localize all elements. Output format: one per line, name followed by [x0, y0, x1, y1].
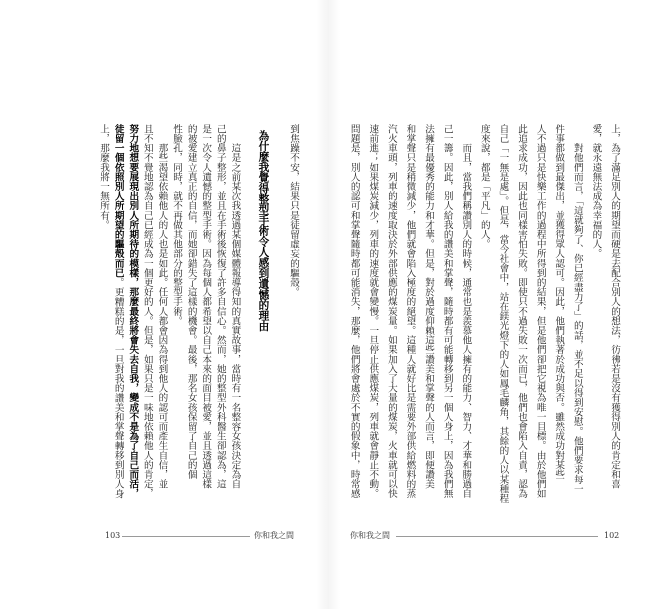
column-spacer: [271, 124, 285, 516]
text-column: 件事都做到最傑出，並獲得眾人認可。因此，他們執著於成功與否。雖然成功對某些: [553, 124, 565, 480]
text-column: 上，為了滿足別人的期望而硬是去配合別人的想法，彷彿若是沒有獲得別人的肯定和喜: [609, 124, 620, 489]
book-gutter: [316, 0, 340, 609]
text-column: 此追求成功，因此也同樣害怕失敗。即使只不過失敗一次而已，他們也會陷入自責，認為: [516, 124, 528, 499]
text-column: 對他們而言，「這就夠了、你已經盡力了」的話，並不足以得到安慰。他們要求每一: [571, 124, 583, 494]
text-column: 和掌聲只是稍微減少，他們就會陷入極度的絕望。這種人就好比是需要外部供給燃料的蒸: [404, 124, 416, 499]
column-spacer: [241, 124, 255, 516]
emphasized-text-column: 努力地想要展現出別人所期待的模樣，那麼最終將會失去自我，變成不是為了自己而活，: [127, 124, 139, 499]
text-column: 性臉孔，同時，就不再做其他部分的整型手術。: [171, 124, 183, 326]
text-column: 汽火車頭，列車的速度取決於外部供應的煤炭量。如果加入了大量的煤炭，火車就可以快: [385, 124, 397, 499]
emphasized-text: 徒留一個依照別人所期望的驅殼而已: [112, 124, 124, 278]
left-page-text: [95, 124, 300, 516]
text-column: 己一籌。因此，別人給我的讚美和掌聲，隨時都有可能轉移到另一個人身上，因為我們無: [441, 124, 453, 499]
text-column: 是一次令人遺憾的整型手術。因為每個人都希望以自己本來的面目被愛，並且透過這樣: [200, 124, 212, 489]
text-column: [110, 124, 125, 516]
text-column: 速前進；如果煤炭減少，列車的速度就會變慢。一旦停止供應煤炭，列車就會靜止不動。: [367, 124, 379, 499]
text-column: 那些渴望依賴他人的人也是如此。任何人都會因為得到他人的認可而產生自信，並: [156, 124, 168, 489]
text-column: 這是之前某次我透過某個媒體報導得知的真實故事，當時有一名整容女孩決定為自: [229, 124, 241, 489]
right-page-text: [343, 124, 623, 516]
text-column: 且不知不覺地認為自己已經成為一個更好的人。但是，如果只是一味地依賴他人的肯定，: [141, 124, 153, 499]
running-title-right: 你和我之間: [350, 531, 390, 540]
text-column: 法擁有最優秀的能力和才華。但是，對於過度仰賴這些讚美和掌聲的人而言，即便讚美: [423, 124, 435, 489]
footer-rule: [122, 536, 250, 537]
footer-rule: [396, 536, 598, 537]
text-column: 而且，當我們稱讚別人的時候，通常也是羨慕他人擁有的能力、智力、才華和勝過自: [460, 124, 472, 499]
section-heading: 為什麼我覺得整型手術令人感到遺憾的理由: [257, 130, 270, 332]
text-column: 己的鼻子整形，並且在手術後恢復了許多自信心。然而，她的整型外科醫生卻認為，這: [214, 124, 226, 489]
page-number-left: 103: [105, 531, 121, 540]
text-column: 愛，就永遠無法成為幸福的人。: [590, 124, 602, 259]
text-column: 到焦躁不安，結果只是徒留虛妄的驅殼。: [288, 124, 299, 297]
text-column: 問題是，別人的認可和掌聲隨時都可能消失，那麼，他們將會處於不實的假象中，時常感: [348, 124, 360, 499]
text-column: 上，那麼我將一無所有。: [98, 124, 110, 230]
text-column: 的被愛建立真正的自信，而她卻錯失了這樣的機會。最後，那名女孩保留了自己的個: [185, 124, 197, 480]
body-text: 。更糟糕的是，一旦對我的讚美和掌聲轉移到別人身: [112, 277, 124, 499]
text-column: 度來說，都是「平凡」的人。: [478, 124, 490, 249]
text-column: 人不過只是快樂工作的過程中所得到的結果，但是他們卻把它視為唯一目標。由於他們如: [534, 124, 546, 499]
text-column: 自己「一無是處」。但是，當今社會中，站在鎂光燈下的人如鳳毛麟角，其餘的人以某種程: [497, 124, 509, 504]
running-title-left: 你和我之間: [254, 531, 294, 540]
page-number-right: 102: [604, 531, 620, 540]
